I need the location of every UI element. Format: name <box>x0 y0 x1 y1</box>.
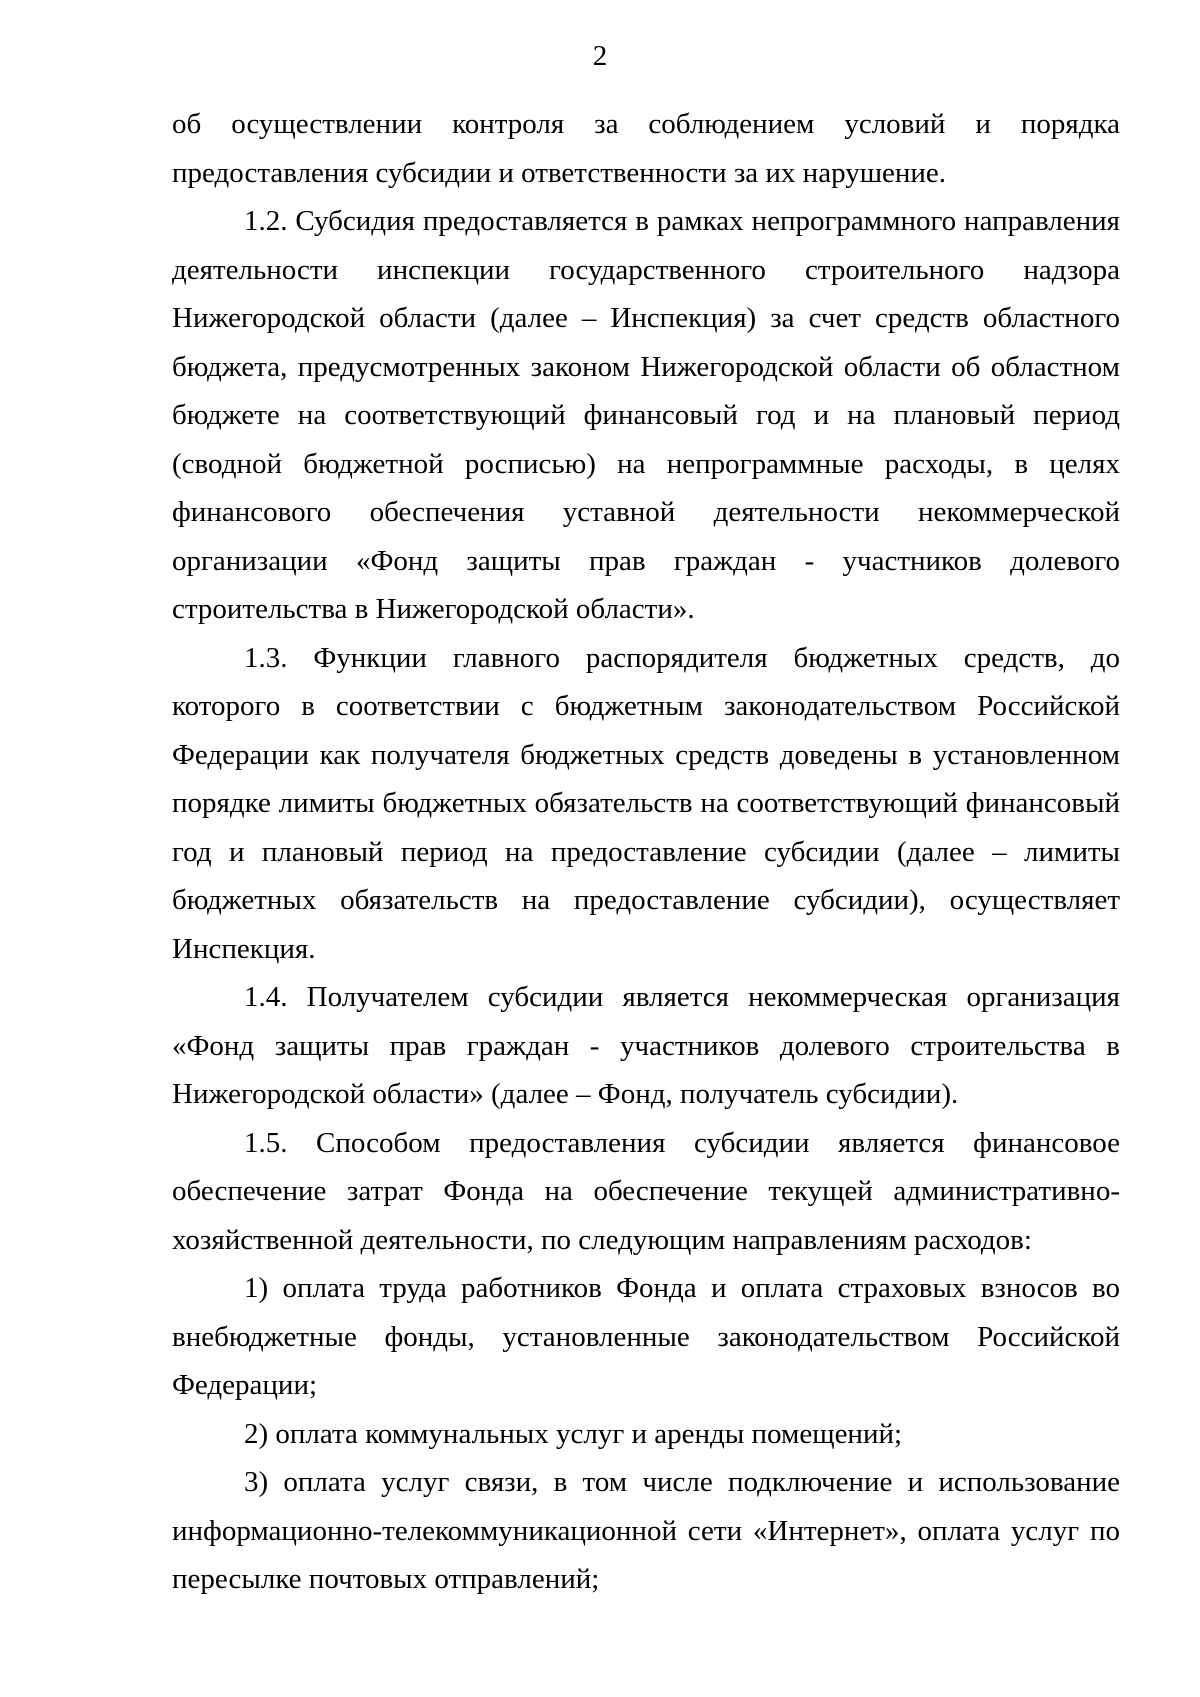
paragraph-1-2: 1.2. Субсидия предоставляется в рамках непрограммного направления деятельности инспекции государственного строительного надзора Нижегородской области (далее – Инспекция) за счет средств областного бюджета, предусмотренных законом Нижегородской области об областном бюджете на соответствующий финансовый год и на плановый период (сводной бюджетной росписью) на непрограммные расходы, в целях финансового обеспечения уставной деятельности некоммерческой организации «Фонд защиты прав граждан - участников долевого строительства в Нижегородской области». <box>172 205 1120 625</box>
list-item-2: 2) оплата коммунальных услуг и аренды помещений; <box>244 1417 903 1450</box>
paragraph-continuation: об осуществлении контроля за соблюдением условий и порядка предоставления субсидии и ответственности за их нарушение. <box>172 108 1120 189</box>
document-body <box>172 100 1120 1604</box>
page-number: 2 <box>592 40 608 72</box>
paragraph-1-4: 1.4. Получателем субсидии является некоммерческая организация «Фонд защиты прав граждан - участников долевого строительства в Нижегородской области» (далее – Фонд, получатель субсидии). <box>172 981 1120 1110</box>
list-item-3: 3) оплата услуг связи, в том числе подключение и использование информационно-телекоммуникационной сети «Интернет», оплата услуг по пересылке почтовых отправлений; <box>172 1466 1120 1595</box>
paragraph-1-3: 1.3. Функции главного распорядителя бюджетных средств, до которого в соответствии с бюджетным законодательством Российской Федерации как получателя бюджетных средств доведены в установленном порядке лимиты бюджетных обязательств на соответствующий финансовый год и плановый период на предоставление субсидии (далее – лимиты бюджетных обязательств на предоставление субсидии), осуществляет Инспекция. <box>172 641 1120 965</box>
list-item-1: 1) оплата труда работников Фонда и оплата страховых взносов во внебюджетные фонды, установленные законодательством Российской Федерации; <box>172 1272 1120 1401</box>
paragraph-1-5: 1.5. Способом предоставления субсидии является финансовое обеспечение затрат Фонда на обеспечение текущей административно-хозяйственной деятельности, по следующим направлениям расходов: <box>172 1126 1120 1256</box>
